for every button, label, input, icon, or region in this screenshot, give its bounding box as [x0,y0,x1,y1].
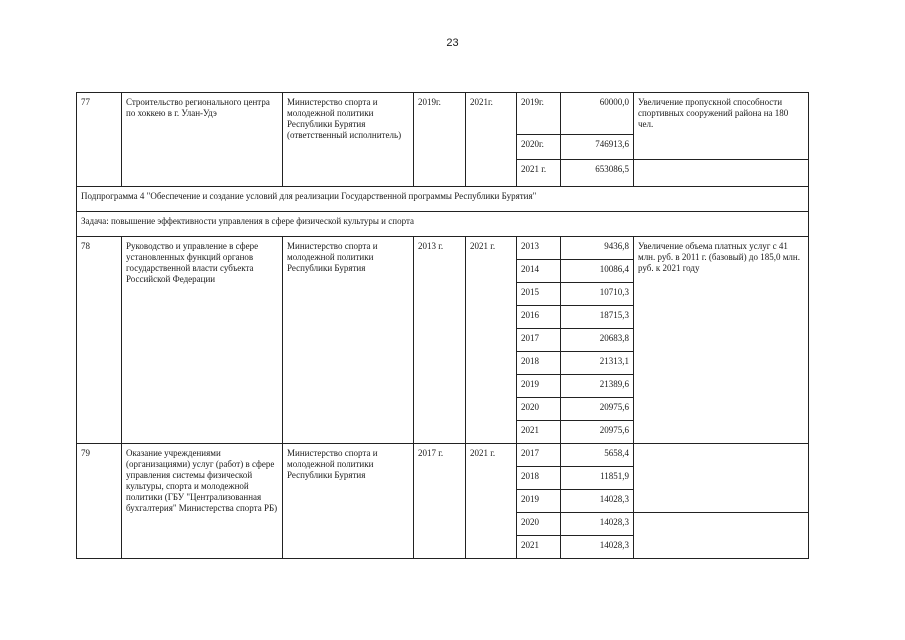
measure-name: Оказание учреждениями (организациями) услуг (работ) в сфере управления системы физической культуры, спорта и молодежной политики (ГБУ "Централизованная бухгалтерия" Министерства спорта РБ) [122,444,283,559]
funding-amount: 20683,8 [561,329,634,352]
funding-amount: 21389,6 [561,375,634,398]
table-row [77,212,809,237]
table-row [77,237,809,260]
funding-amount: 746913,6 [561,135,634,160]
funding-amount: 10710,3 [561,283,634,306]
funding-amount: 9436,8 [561,237,634,260]
funding-year: 2018 [517,352,561,375]
executor: Министерство спорта и молодежной политики Республики Бурятия [283,237,414,444]
funding-year: 2020 [517,398,561,421]
row-number: 77 [77,93,122,187]
empty-cell [634,513,809,559]
funding-amount: 18715,3 [561,306,634,329]
funding-amount: 10086,4 [561,260,634,283]
expected-result: Увеличение пропускной способности спортивных сооружений района на 180 чел. [634,93,809,160]
funding-year: 2019 [517,490,561,513]
executor: Министерство спорта и молодежной политики Республики Бурятия [283,444,414,559]
end-year: 2021 г. [466,444,517,559]
funding-year: 2021 [517,536,561,559]
funding-amount: 60000,0 [561,93,634,135]
funding-amount: 11851,9 [561,467,634,490]
table-row [77,93,809,135]
row-number: 79 [77,444,122,559]
funding-year: 2020г. [517,135,561,160]
expected-result: Увеличение объема платных услуг с 41 млн. руб. в 2011 г. (базовый) до 185,0 млн. руб. к 2021 году [634,237,809,444]
funding-amount: 653086,5 [561,160,634,187]
executor: Министерство спорта и молодежной политики Республики Бурятия (ответственный исполнитель) [283,93,414,187]
row-number: 78 [77,237,122,444]
expected-result [634,444,809,513]
funding-amount: 20975,6 [561,398,634,421]
funding-year: 2018 [517,467,561,490]
measure-name: Строительство регионального центра по хоккею в г. Улан-Удэ [122,93,283,187]
funding-year: 2020 [517,513,561,536]
funding-year: 2013 [517,237,561,260]
table-row [77,187,809,212]
end-year: 2021г. [466,93,517,187]
funding-year: 2019г. [517,93,561,135]
funding-amount: 14028,3 [561,490,634,513]
funding-year: 2019 [517,375,561,398]
funding-year: 2017 [517,444,561,467]
program-table [76,92,809,559]
start-year: 2017 г. [414,444,466,559]
funding-year: 2021 [517,421,561,444]
measure-name: Руководство и управление в сфере установленных функций органов государственной власти субъекта Российской Федерации [122,237,283,444]
funding-amount: 21313,1 [561,352,634,375]
table-row [77,444,809,467]
funding-amount: 20975,6 [561,421,634,444]
start-year: 2013 г. [414,237,466,444]
funding-year: 2016 [517,306,561,329]
funding-year: 2015 [517,283,561,306]
funding-year: 2021 г. [517,160,561,187]
end-year: 2021 г. [466,237,517,444]
funding-year: 2014 [517,260,561,283]
funding-amount: 14028,3 [561,536,634,559]
funding-year: 2017 [517,329,561,352]
page-number: 23 [446,37,459,49]
empty-cell [634,160,809,187]
subprogram-heading: Подпрограмма 4 "Обеспечение и создание условий для реализации Государственной программы Республики Бурятия" [77,187,809,212]
funding-amount: 14028,3 [561,513,634,536]
start-year: 2019г. [414,93,466,187]
task-heading: Задача: повышение эффективности управления в сфере физической культуры и спорта [77,212,809,237]
funding-amount: 5658,4 [561,444,634,467]
